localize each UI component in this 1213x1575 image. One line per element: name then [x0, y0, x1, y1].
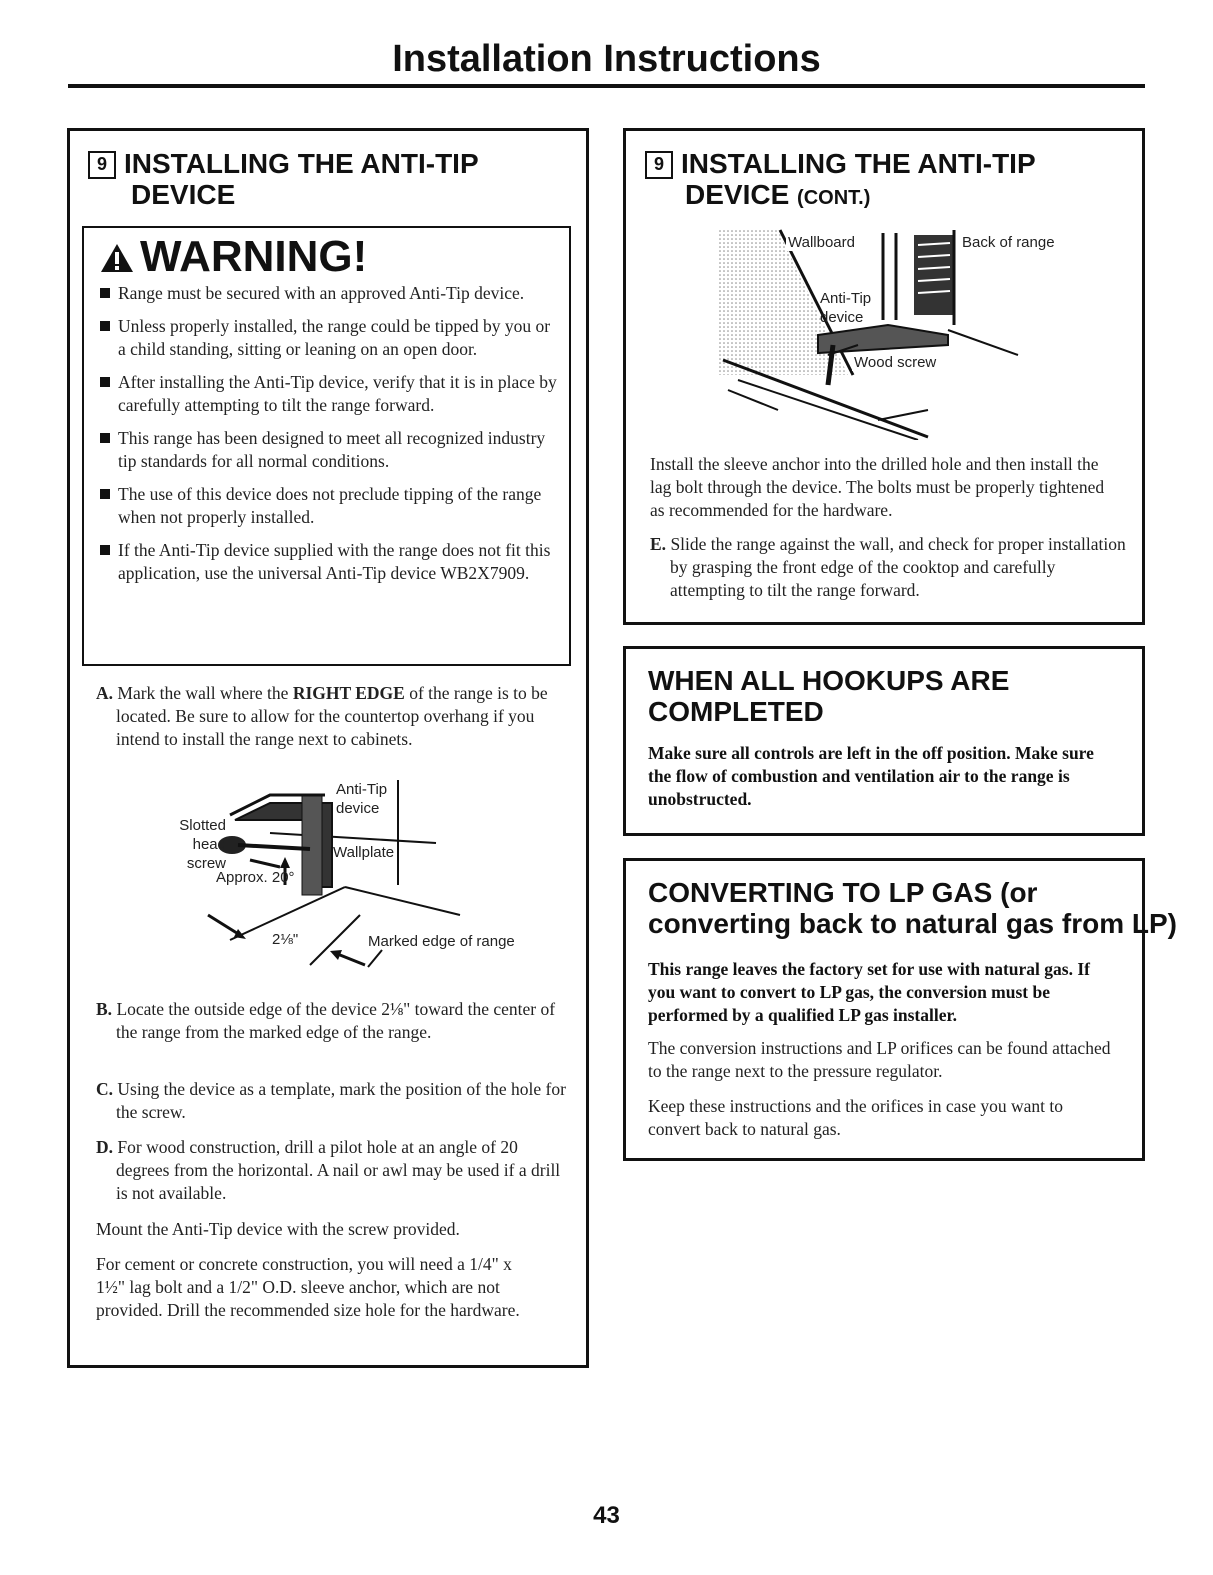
lp-gas-heading-line2: converting back to natural gas from LP)	[648, 908, 1177, 939]
step-b-label: B.	[96, 999, 113, 1019]
title-divider	[68, 84, 1145, 88]
step-a-text-before: Mark the wall where the	[117, 683, 293, 703]
bullet-icon	[100, 545, 110, 555]
wallboard-anchor-diagram	[718, 225, 1048, 440]
fig2-anti-tip-line2: device	[820, 309, 864, 326]
warning-item-text: Unless properly installed, the range could be tipped by you or a child standing, sitting or leaning on an open door.	[118, 316, 551, 359]
anti-tip-bracket-diagram	[120, 775, 540, 985]
step-c	[96, 1078, 574, 1124]
lp-gas-heading-line1: CONVERTING TO LP GAS (or	[648, 877, 1038, 908]
warning-item	[98, 315, 558, 361]
bullet-icon	[100, 377, 110, 387]
cement-text: For cement or concrete construction, you will need a 1/4" x 1½" lag bolt and a 1/2" O.D. sleeve anchor, which are not provided. Drill the recommended size hole for the hardware.	[96, 1254, 520, 1320]
bullet-icon	[100, 489, 110, 499]
warning-title-text: WARNING!	[140, 232, 368, 281]
step-b-text: Locate the outside edge of the device 2⅛" toward the center of the range from the marked edge of the range.	[116, 999, 556, 1042]
warning-item-text: After installing the Anti-Tip device, verify that it is in place by carefully attempting to tilt the range forward.	[118, 372, 557, 415]
bullet-icon	[100, 321, 110, 331]
fig2-wood-screw-label: Wood screw	[854, 354, 937, 371]
anti-tip-heading	[88, 148, 479, 210]
anti-tip-cont-suffix: (CONT.)	[797, 187, 871, 209]
fig2-anti-tip-line1: Anti-Tip	[820, 290, 872, 307]
step-c-text: Using the device as a template, mark the position of the hole for the screw.	[116, 1079, 566, 1122]
step-e-label: E.	[650, 534, 667, 554]
warning-item	[98, 427, 558, 473]
step-a-label: A.	[96, 683, 114, 703]
warning-list	[98, 282, 558, 595]
hookups-heading	[648, 665, 1009, 727]
warning-item-text: If the Anti-Tip device supplied with the range does not fit this application, use the universal Anti-Tip device WB2X7909.	[118, 540, 551, 583]
hookups-heading-line2: COMPLETED	[648, 696, 824, 727]
fig1-anti-tip-line1: Anti-Tip	[336, 781, 388, 798]
warning-item-text: The use of this device does not preclude tipping of the range when not properly installed.	[118, 484, 542, 527]
bullet-icon	[100, 288, 110, 298]
fig1-slotted-line1: Slotted head	[179, 817, 226, 853]
fig1-approx-label: Approx. 20°	[216, 869, 295, 886]
warning-title	[100, 232, 367, 282]
lp-gas-para2: Keep these instructions and the orifices in case you want to convert back to natural gas.	[648, 1096, 1064, 1139]
fig1-slotted-label	[144, 816, 226, 873]
step-a-text-after: of the range is to be located. Be sure to allow for the countertop overhang if you intend to install the range next to cabinets.	[116, 683, 548, 749]
lp-gas-para1: The conversion instructions and LP orifices can be found attached to the range next to the pressure regulator.	[648, 1038, 1111, 1081]
fig1-slotted-line2: screw	[186, 855, 226, 872]
anti-tip-cont-heading	[645, 148, 1036, 214]
fig2-wallboard-label: Wallboard	[788, 234, 855, 251]
step-c-label: C.	[96, 1079, 114, 1099]
warning-item	[98, 483, 558, 529]
fig1-wallplate-label: Wallplate	[333, 844, 395, 861]
warning-item-text: Range must be secured with an approved Anti-Tip device.	[118, 283, 525, 303]
mount-text: Mount the Anti-Tip device with the screw provided.	[96, 1219, 460, 1239]
lp-gas-bold-text: This range leaves the factory set for use with natural gas. If you want to convert to LP gas, the conversion must be performed by a qualified LP gas installer.	[648, 959, 1090, 1025]
page-title: Installation Instructions	[392, 38, 821, 80]
fig2-anti-tip-label	[820, 289, 871, 327]
step-d-label: D.	[96, 1137, 114, 1157]
section-number-badge: 9	[645, 151, 673, 179]
anti-tip-heading-line2: DEVICE	[131, 179, 236, 210]
fig1-distance-label: 2⅛"	[272, 931, 299, 948]
bullet-icon	[100, 433, 110, 443]
fig1-anti-tip-line2: device	[336, 800, 380, 817]
fig2-back-of-range-label: Back of range	[962, 234, 1055, 251]
warning-item	[98, 282, 558, 305]
step-b	[96, 998, 574, 1044]
fig1-anti-tip-label	[336, 780, 387, 818]
step-d	[96, 1136, 574, 1205]
hookups-text: Make sure all controls are left in the off position. Make sure the flow of combustion and ventilation air to the range is unobstructed.	[648, 743, 1094, 809]
page-number: 43	[593, 1502, 620, 1529]
warning-item	[98, 371, 558, 417]
anti-tip-cont-heading-line2: DEVICE	[685, 179, 790, 210]
step-a	[96, 682, 574, 751]
step-d-text: For wood construction, drill a pilot hole at an angle of 20 degrees from the horizontal. A nail or awl may be used if a drill is not available.	[116, 1137, 561, 1203]
lp-gas-heading	[648, 877, 1177, 939]
anti-tip-cont-heading-line1: INSTALLING THE ANTI-TIP	[681, 148, 1036, 179]
install-text: Install the sleeve anchor into the drilled hole and then install the lag bolt through the device. The bolts must be properly tightened as recommended for the hardware.	[650, 454, 1105, 520]
fig1-marked-edge-label: Marked edge of range	[368, 933, 515, 950]
hookups-heading-line1: WHEN ALL HOOKUPS ARE	[648, 665, 1010, 696]
step-e-text: Slide the range against the wall, and check for proper installation by grasping the front edge of the cooktop and carefully attempting to tilt the range forward.	[670, 534, 1126, 600]
warning-item	[98, 539, 558, 585]
step-a-emphasis: RIGHT EDGE	[292, 683, 405, 703]
section-number-badge: 9	[88, 151, 116, 179]
warning-item-text: This range has been designed to meet all recognized industry tip standards for all normal conditions.	[118, 428, 546, 471]
warning-triangle-icon	[100, 243, 134, 273]
anti-tip-heading-line1: INSTALLING THE ANTI-TIP	[124, 148, 479, 179]
step-e	[650, 533, 1132, 602]
